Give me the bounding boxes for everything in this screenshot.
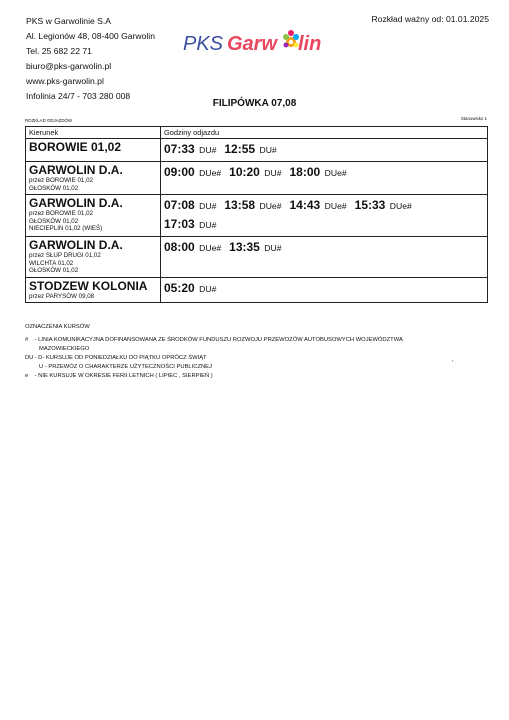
departure-time: 18:00 bbox=[289, 165, 321, 179]
departure-time: 10:20 bbox=[229, 165, 260, 179]
table-row bbox=[26, 139, 488, 162]
departure bbox=[164, 238, 221, 257]
departure bbox=[355, 196, 412, 215]
legend-item bbox=[25, 363, 495, 372]
via-stop: GŁOSKÓW 01,02 bbox=[29, 184, 79, 192]
via-stop: przez PARYSÓW 09,08 bbox=[29, 292, 95, 300]
company-hotline: Infolinia 24/7 - 703 280 008 bbox=[26, 91, 131, 101]
departure bbox=[224, 140, 276, 159]
departure-time: 13:58 bbox=[224, 198, 256, 212]
via-stop: NIECIEPLIN 01,02 (WIEŚ) bbox=[29, 225, 103, 232]
direction-cell bbox=[26, 162, 161, 195]
legend-item bbox=[25, 372, 495, 381]
logo-pks-text: PKS bbox=[183, 33, 224, 55]
departures-cell bbox=[161, 237, 488, 278]
destination-name: GARWOLIN D.A. bbox=[29, 163, 123, 177]
departure-mark: DUe# bbox=[389, 201, 412, 211]
legend-symbol: # bbox=[25, 337, 29, 343]
via-stop: GŁOSKÓW 01,02 bbox=[29, 217, 79, 225]
destination-name: STODZEW KOLONIA bbox=[29, 278, 148, 293]
legend-item bbox=[25, 354, 495, 363]
legend bbox=[25, 323, 495, 381]
departures-cell bbox=[161, 139, 488, 162]
legend-text: - NIE KURSUJE W OKRESIE FERII LETNICH ( LIPIEC , SIERPIEŃ ) bbox=[33, 373, 213, 379]
departure-mark: DUe# bbox=[324, 168, 347, 178]
table-row bbox=[26, 237, 488, 278]
logo-garw-text: Garw bbox=[227, 33, 278, 55]
departure-mark: DU# bbox=[199, 201, 217, 211]
departure-mark: DU# bbox=[199, 220, 217, 230]
departure-time: 12:55 bbox=[224, 142, 256, 156]
departures-cell bbox=[161, 277, 488, 303]
legend-item bbox=[25, 345, 495, 354]
legend-symbol: e bbox=[25, 373, 29, 379]
departure-time: 13:35 bbox=[229, 240, 260, 254]
company-contact-block bbox=[26, 14, 155, 104]
departure bbox=[224, 196, 281, 215]
pks-garwolin-logo bbox=[183, 22, 343, 62]
timetable-header-row bbox=[26, 127, 488, 139]
departure bbox=[229, 238, 281, 257]
departure-mark: DU# bbox=[259, 145, 277, 155]
departure-mark: DUe# bbox=[199, 168, 222, 178]
destination-name: GARWOLIN D.A. bbox=[29, 196, 123, 210]
departure bbox=[164, 196, 216, 215]
via-stop: przez BOROWIE 01,02 bbox=[29, 210, 93, 217]
legend-text: - D- KURSUJE OD PONIEDZIAŁKU DO PIĄTKU OPRÓCZ ŚWIĄT bbox=[33, 355, 207, 361]
departure bbox=[164, 279, 216, 298]
departure-mark: DUe# bbox=[199, 243, 222, 253]
departure-line bbox=[164, 196, 484, 215]
departure-line bbox=[164, 238, 484, 257]
departure-time: 05:20 bbox=[164, 280, 195, 295]
stop-title: FILIPÓWKA 07,08 bbox=[212, 98, 297, 109]
departure-time: 14:43 bbox=[289, 198, 321, 212]
departures-cell bbox=[161, 195, 488, 237]
legend-text: U - PRZEWÓZ O CHARAKTERZE UŻYTECZNOŚCI PUBLICZNEJ bbox=[39, 364, 212, 370]
logo-lin-text: lin bbox=[298, 33, 322, 55]
departure-time: 07:33 bbox=[164, 142, 195, 156]
via-stop: przez SŁUP DRUGI 01,02 bbox=[29, 252, 101, 259]
destination-name: GARWOLIN D.A. bbox=[29, 238, 123, 252]
departure-mark: DU# bbox=[264, 168, 282, 178]
header-departures: Godziny odjazdu bbox=[161, 127, 488, 139]
departure bbox=[290, 163, 347, 182]
departure bbox=[290, 196, 347, 215]
direction-cell bbox=[26, 139, 161, 162]
legend-text: - LINIA KOMUNIKACYJNA DOFINANSOWANA ZE ŚRODKÓW FUNDUSZU ROZWOJU PRZEWOZÓW AUTOBUSOWYCH WOJEWÓDZTWA bbox=[33, 337, 403, 343]
table-row bbox=[26, 195, 488, 237]
company-website[interactable]: www.pks-garwolin.pl bbox=[26, 76, 104, 86]
departure-line bbox=[164, 163, 484, 182]
timetable bbox=[25, 126, 488, 303]
via-stop: przez BOROWIE 01,02 bbox=[29, 177, 93, 184]
legend-text: MAZOWIECKIEGO bbox=[39, 346, 90, 352]
table-row bbox=[26, 162, 488, 195]
departure-line bbox=[164, 215, 484, 234]
departure-time: 07:08 bbox=[164, 198, 195, 212]
departure-time: 15:33 bbox=[354, 198, 386, 212]
via-stop: WILCHTA 01,02 bbox=[29, 259, 74, 267]
departure bbox=[229, 163, 281, 182]
destination-name: BOROWIE 01,02 bbox=[29, 140, 122, 154]
direction-cell bbox=[26, 237, 161, 278]
legend-symbol: DU bbox=[25, 355, 34, 361]
company-name: PKS w Garwolinie S.A bbox=[26, 16, 112, 26]
direction-cell bbox=[26, 195, 161, 237]
legend-item bbox=[25, 336, 495, 345]
via-stop: GŁOSKÓW 01,02 bbox=[29, 267, 79, 274]
legend-stray-mark: , bbox=[452, 357, 454, 363]
company-address: Al. Legionów 48, 08-400 Garwolin bbox=[26, 31, 155, 41]
departure-mark: DUe# bbox=[324, 201, 347, 211]
timetable-label: ROZKŁAD ODJAZDÓW bbox=[25, 118, 73, 123]
validity-date: Rozkład ważny od: 01.01.2025 bbox=[371, 14, 489, 24]
direction-cell bbox=[26, 277, 161, 303]
departure-line bbox=[164, 140, 484, 159]
departure-time: 17:03 bbox=[164, 217, 195, 231]
departure-time: 08:00 bbox=[164, 240, 195, 254]
departure-mark: DU# bbox=[264, 243, 282, 253]
table-row bbox=[26, 277, 488, 303]
platform-label: Stanowisko 1 bbox=[460, 116, 487, 121]
departure-mark: DU# bbox=[199, 145, 217, 155]
departure-mark: DUe# bbox=[259, 201, 282, 211]
company-phone: Tel. 25 682 22 71 bbox=[26, 46, 92, 56]
departure bbox=[164, 163, 221, 182]
departure bbox=[164, 215, 216, 234]
legend-title: OZNACZENIA KURSÓW bbox=[25, 324, 90, 330]
departure-time: 09:00 bbox=[164, 165, 195, 179]
logo-flower-icon bbox=[283, 30, 299, 48]
departure bbox=[164, 140, 216, 159]
header-direction: Kierunek bbox=[26, 127, 161, 139]
company-email[interactable]: biuro@pks-garwolin.pl bbox=[26, 61, 112, 71]
departure-line bbox=[164, 279, 484, 298]
departures-cell bbox=[161, 162, 488, 195]
departure-mark: DU# bbox=[199, 283, 217, 294]
legend-items bbox=[25, 336, 495, 381]
